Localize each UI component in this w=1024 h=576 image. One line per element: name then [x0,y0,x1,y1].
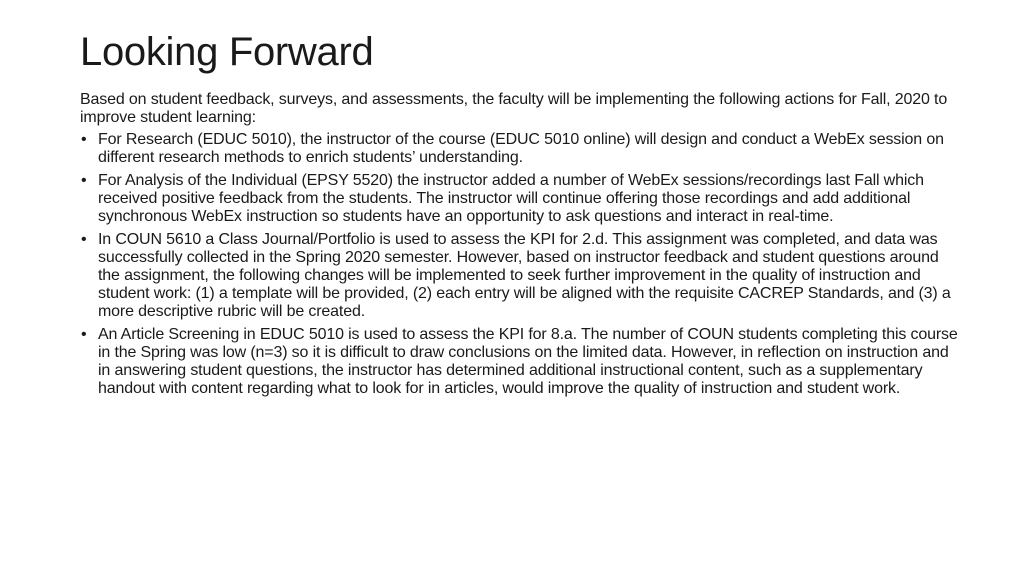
bullet-point-icon: • [81,231,87,248]
bullet-item-research [80,131,960,167]
bullet-point-icon: • [81,131,87,148]
slide-title: Looking Forward [80,30,374,74]
bullet-text: An Article Screening in EDUC 5010 is used to assess the KPI for 8.a. The number of COUN students completing this course in the Spring was low (n=3) so it is difficult to draw conclusions on the limited data. However, in reflection on instruction and in answering student questions, the instructor has determined additional instructional content, such as a supplementary handout with content regarding what to look for in articles, would improve the quality of instruction and student work. [98,326,958,397]
bullet-item-article-screening [80,326,960,398]
bullet-text: For Research (EDUC 5010), the instructor of the course (EDUC 5010 online) will design and conduct a WebEx session on different research methods to enrich students’ understanding. [98,131,944,166]
bullet-text: In COUN 5610 a Class Journal/Portfolio is used to assess the KPI for 2.d. This assignment was completed, and data was successfully collected in the Spring 2020 semester. However, based on instructor feedback and student questions around the assignment, the following changes will be implemented to seek further improvement in the quality of instruction and student work: (1) a template will be provided, (2) each entry will be aligned with the requisite CACREP Standards, and (3) a more descriptive rubric will be created. [98,231,951,320]
bullet-item-analysis [80,172,960,226]
bullet-list [80,131,960,398]
bullet-point-icon: • [81,172,87,189]
bullet-text: For Analysis of the Individual (EPSY 5520) the instructor added a number of WebEx sessions/recordings last Fall which received positive feedback from the students. The instructor will continue offering those recordings and add additional synchronous WebEx instruction so students have an opportunity to ask questions and interact in real-time. [98,172,924,225]
bullet-item-coun-5610 [80,231,960,321]
intro-paragraph: Based on student feedback, surveys, and assessments, the faculty will be implementing the following actions for Fall, 2020 to improve student learning: [80,91,948,126]
bullet-point-icon: • [81,326,87,343]
slide-body [80,91,960,403]
